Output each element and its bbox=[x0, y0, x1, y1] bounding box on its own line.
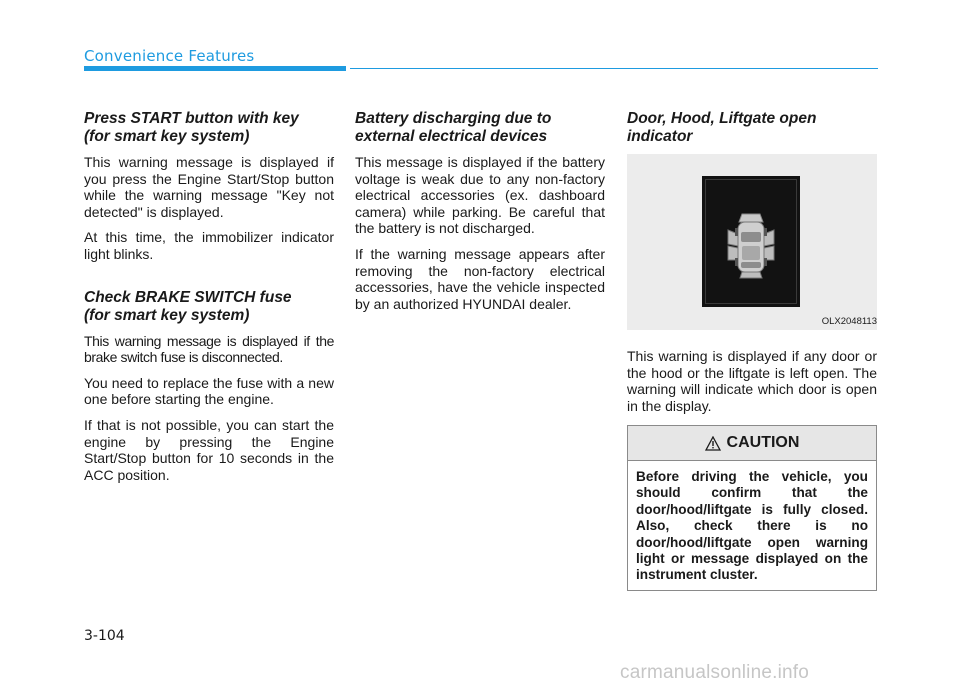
heading-line: Press START button with key bbox=[84, 110, 299, 127]
caution-title: CAUTION bbox=[726, 434, 800, 451]
heading-line: external electrical devices bbox=[355, 128, 548, 145]
section-title: Convenience Features bbox=[84, 47, 255, 65]
page-number: 3-104 bbox=[84, 628, 125, 644]
paragraph: This warning message is displayed if you press the Engine Start/Stop button while the warning message "Key not detected" is displayed. bbox=[84, 154, 334, 220]
heading-line: Check BRAKE SWITCH fuse bbox=[84, 288, 292, 306]
heading-line: Battery discharging due to bbox=[355, 110, 552, 127]
warning-triangle-icon bbox=[705, 436, 721, 451]
header-rule-thick bbox=[84, 66, 346, 71]
door-indicator-figure bbox=[627, 154, 877, 330]
paragraph: This message is displayed if the battery voltage is weak due to any non-factory electrical accessories (ex. dashboard camera) while parking. Be careful that the battery is not discharged. bbox=[355, 154, 605, 237]
cluster-display bbox=[702, 176, 800, 307]
column-2 bbox=[355, 110, 605, 321]
heading-line: (for smart key system) bbox=[84, 306, 250, 324]
heading-door-open-indicator bbox=[627, 110, 877, 146]
caution-text: Before driving the vehicle, you should confirm that the door/hood/liftgate is fully closed. Also, check there is no door/hood/liftgate open warning light or message displayed on the instrument cluster. bbox=[636, 469, 868, 583]
heading-brake-switch-fuse bbox=[84, 289, 334, 325]
heading-battery-discharging bbox=[355, 110, 605, 146]
paragraph: At this time, the immobilizer indicator light blinks. bbox=[84, 229, 334, 262]
watermark: carmanualsonline.info bbox=[620, 662, 810, 683]
figure-code: OLX2048113 bbox=[821, 316, 877, 327]
caution-header bbox=[628, 426, 876, 461]
paragraph: This warning message is displayed if the brake switch fuse is disconnected. bbox=[84, 332, 334, 366]
car-doors-open-icon bbox=[702, 176, 800, 307]
heading-line: (for smart key system) bbox=[84, 128, 250, 145]
paragraph: This warning is displayed if any door or the hood or the liftgate is left open. The warning will indicate which door is open in the display. bbox=[627, 348, 877, 414]
header-rule-thin bbox=[350, 68, 878, 69]
caution-box bbox=[627, 425, 877, 591]
heading-line: Door, Hood, Liftgate open bbox=[627, 110, 817, 127]
heading-press-start bbox=[84, 110, 334, 146]
heading-line: indicator bbox=[627, 128, 693, 145]
paragraph: If that is not possible, you can start the engine by pressing the Engine Start/Stop button for 10 seconds in the ACC position. bbox=[84, 416, 334, 483]
column-3 bbox=[627, 110, 877, 423]
paragraph: If the warning message appears after removing the non-factory electrical accessories, have the vehicle inspected by an authorized HYUNDAI dealer. bbox=[355, 245, 605, 312]
column-1 bbox=[84, 110, 334, 492]
paragraph: You need to replace the fuse with a new one before starting the engine. bbox=[84, 374, 334, 408]
